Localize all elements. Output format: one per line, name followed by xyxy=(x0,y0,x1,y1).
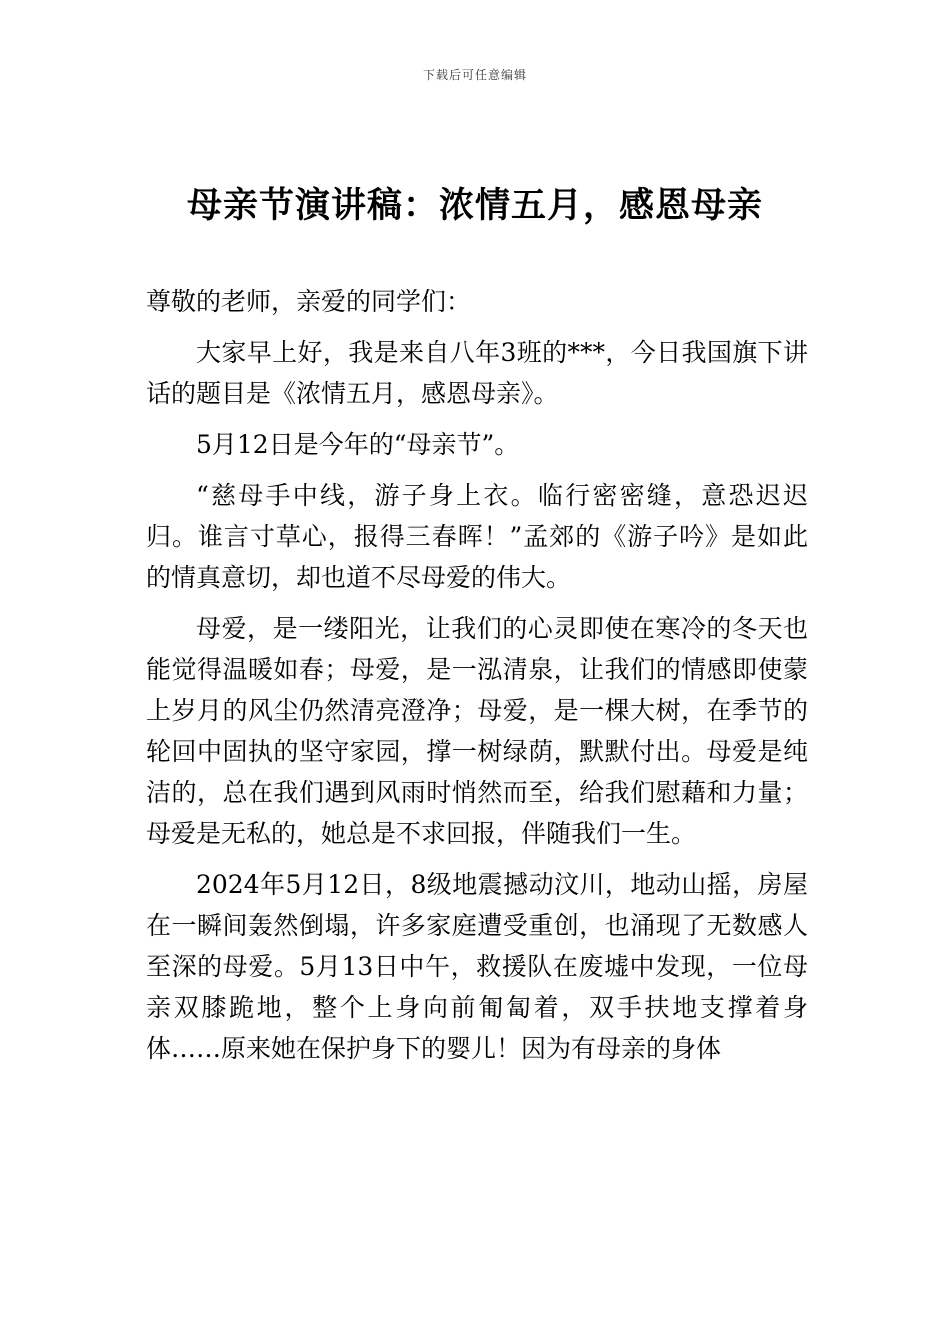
mothers-love-paragraph: 母爱，是一缕阳光，让我们的心灵即使在寒冷的冬天也能觉得温暖如春；母爱，是一泓清泉，让我们的情感即使蒙上岁月的风尘仍然清亮澄净；母爱，是一棵大树，在季节的轮回中固执的坚守家园，撑一树绿荫，默默付出。母爱是纯洁的，总在我们遇到风雨时悄然而至，给我们慰藉和力量；母爱是无私的，她总是不求回报，伴随我们一生。 xyxy=(146,614,808,848)
salutation-paragraph: 尊敬的老师，亲爱的同学们： xyxy=(146,287,472,316)
header-note: 下载后可任意编辑 xyxy=(422,68,527,82)
earthquake-paragraph: 2024年5月12日，8级地震撼动汶川，地动山摇，房屋在一瞬间轰然倒塌，许多家庭遭受重创，也涌现了无数感人至深的母爱。5月13日中午，救援队在废墟中发现，一位母亲双膝跪地，整个上身向前匍匐着，双手扶地支撑着身体……原来她在保护身下的婴儿！因为有母亲的身体 xyxy=(146,870,808,1063)
intro-paragraph: 大家早上好，我是来自八年3班的***，今日我国旗下讲话的题目是《浓情五月，感恩母亲》。 xyxy=(146,338,808,408)
mothers-day-date-paragraph: 5月12日是今年的“母亲节”。 xyxy=(196,430,520,459)
document-title: 母亲节演讲稿：浓情五月，感恩母亲 xyxy=(186,186,763,226)
document-body xyxy=(146,281,808,1079)
poem-paragraph: “慈母手中线，游子身上衣。临行密密缝，意恐迟迟归。谁言寸草心，报得三春晖！”孟郊的《游子吟》是如此的情真意切，却也道不尽母爱的伟大。 xyxy=(146,481,808,592)
